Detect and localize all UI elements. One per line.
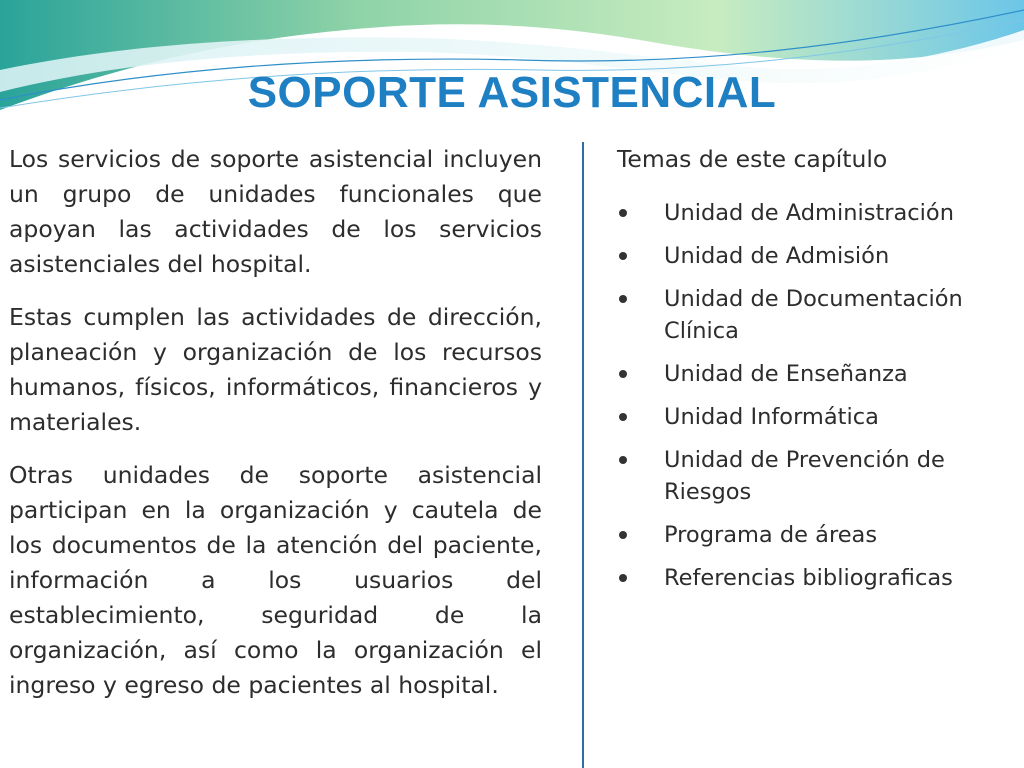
paragraph: Estas cumplen las actividades de dirección, planeación y organización de los recursos humanos, físicos, informáticos, financieros y materiales.: [9, 303, 542, 436]
bullet-icon: [619, 370, 627, 378]
column-divider: [582, 142, 584, 768]
intro-text: [9, 142, 542, 721]
page-title: SOPORTE ASISTENCIAL: [247, 68, 777, 117]
topics-panel: [617, 142, 1017, 605]
paragraph: Otras unidades de soporte asistencial participan en la organización y cautela de los documentos de la atención del paciente, información a los usuarios del establecimiento, seguridad de la organización, así como la organización el ingreso y egreso de pacientes al hospital.: [9, 461, 542, 699]
list-item: Unidad de Administración: [617, 197, 1017, 229]
topics-heading: Temas de este capítulo: [617, 145, 888, 173]
list-item: Unidad Informática: [617, 401, 1017, 433]
list-item: Unidad de Admisión: [617, 240, 1017, 272]
topics-list: [617, 197, 1017, 594]
bullet-icon: [619, 252, 627, 260]
list-item: Unidad de Enseñanza: [617, 358, 1017, 390]
list-item: Unidad de Documentación Clínica: [617, 283, 1017, 347]
bullet-icon: [619, 209, 627, 217]
bullet-icon: [619, 456, 627, 464]
bullet-icon: [619, 574, 627, 582]
list-item: Programa de áreas: [617, 519, 1017, 551]
paragraph: Los servicios de soporte asistencial incluyen un grupo de unidades funcionales que apoyan las actividades de los servicios asistenciales del hospital.: [9, 145, 542, 278]
bullet-icon: [619, 295, 627, 303]
list-item: Referencias bibliograficas: [617, 562, 1017, 594]
list-item: Unidad de Prevención de Riesgos: [617, 444, 1017, 508]
bullet-icon: [619, 413, 627, 421]
bullet-icon: [619, 531, 627, 539]
